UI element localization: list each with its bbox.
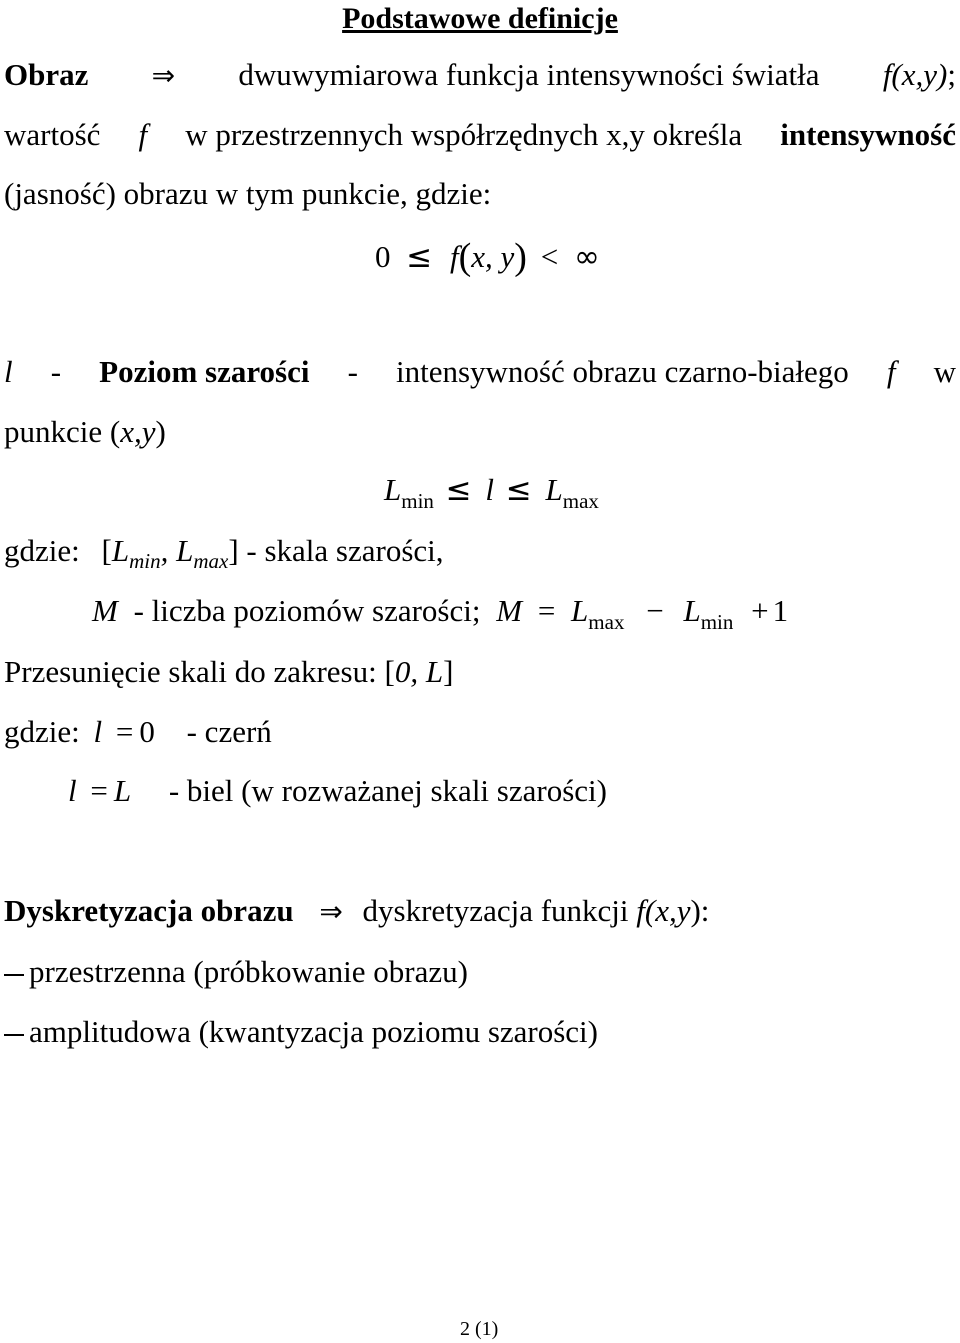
obraz-line2-a: wartość [4,117,101,152]
implies-arrow-icon: ⇒ [151,59,176,92]
skala-comma: , [160,533,169,568]
range-formula [384,472,599,513]
poziom-line2 [4,416,166,447]
czern-zero: 0 [139,714,155,749]
formula-zero: 0 [375,239,391,274]
formula-lparen: ( [458,236,472,278]
skala-sub-min: min [129,549,161,573]
czern-l: l [93,714,103,749]
przesuniecie-text: Przesunięcie skali do zakresu: [ [4,654,395,689]
formula-sub-max: max [588,610,625,634]
obraz-line2 [4,119,956,150]
poziom-w: w [933,354,956,389]
list-item-text: przestrzenna (próbkowanie obrazu) [29,954,468,989]
poziom-description: intensywność obrazu czarno-białego [396,354,849,389]
czern-prefix: gdzie: [4,714,80,749]
leq-symbol: ≤ [505,472,532,508]
przesuniecie-line [4,656,453,687]
formula-L-min: L [683,593,701,628]
dash-bullet-icon [4,974,24,976]
skala-line [4,533,444,573]
page-number: 2 (1) [460,1318,499,1340]
infinity-symbol: ∞ [573,239,600,275]
biel-L: L [113,773,132,808]
implies-arrow-icon: ⇒ [319,895,343,928]
skala-description: - skala szarości, [246,533,444,568]
poziom-var: l [4,354,13,389]
formula-args: x, y [471,239,515,274]
plus-symbol: + [751,593,769,628]
poziom-line2-xy: x,y [120,414,156,449]
biel-line [68,775,607,806]
przesuniecie-zero: 0, [394,654,419,689]
obraz-term: Obraz [4,57,89,92]
obraz-line2-b: w przestrzennych współrzędnych x,y określa [185,117,743,152]
obraz-function: f(x,y) [882,57,948,92]
dyskretyzacja-func-close: ): [690,893,710,928]
lt-symbol: < [540,239,559,274]
poziom-dash2: - [347,354,358,389]
liczba-line [92,593,789,634]
page-title [0,0,960,36]
minus-symbol: − [646,593,664,628]
skala-prefix: gdzie: [4,533,80,568]
list-item [4,1016,598,1047]
przesuniecie-close: ] [443,654,454,689]
semicolon: ; [947,57,956,92]
formula-f: f [449,239,459,274]
skala-L-min: L [111,533,130,568]
przesuniecie-L: L [425,654,444,689]
skala-L-max: L [176,533,194,568]
formula-M: M [496,593,523,628]
liczba-description: - liczba poziomów szarości; [133,593,481,628]
list-item-text: amplitudowa (kwantyzacja poziomu szarości) [29,1014,598,1049]
page-title-text: Podstawowe definicje [342,2,618,35]
liczba-M: M [92,593,118,628]
formula-L-max: L [571,593,589,628]
czern-line [4,716,272,747]
skala-close: ] [228,533,239,568]
eq-symbol: = [90,773,108,808]
formula-sub-max: max [562,489,599,513]
skala-sub-max: max [193,549,229,573]
formula-sub-min: min [700,610,734,634]
poziom-term: Poziom szarości [99,354,310,389]
poziom-line2-a: punkcie ( [4,414,121,449]
eq-symbol: = [115,714,134,749]
list-item [4,956,468,987]
dyskretyzacja-term: Dyskretyzacja obrazu [4,893,294,928]
obraz-line3: (jasność) obrazu w tym punkcie, gdzie: [4,176,492,211]
poziom-dash: - [50,354,62,389]
dyskretyzacja-line [4,895,709,926]
dash-bullet-icon [4,1034,24,1036]
eq-symbol: = [537,593,556,628]
formula-one: 1 [772,593,789,628]
biel-description: - biel (w rozważanej skali szarości) [168,773,607,808]
dyskretyzacja-description: dyskretyzacja funkcji [362,893,629,928]
dyskretyzacja-func-f: f( [636,893,656,928]
formula-sub-min: min [401,489,434,513]
formula-L-min: L [384,472,402,507]
biel-l: l [68,773,77,808]
poziom-definition [4,356,956,387]
czern-description: - czerń [186,714,272,749]
obraz-definition [4,59,956,90]
poziom-line2-b: ) [155,414,166,449]
formula-rparen: ) [514,236,527,278]
poziom-f: f [886,354,896,389]
formula-L-max: L [545,472,563,507]
leq-symbol: ≤ [406,239,433,275]
formula-l: l [485,472,495,507]
obraz-line2-f: f [138,117,148,152]
dyskretyzacja-func-args: x,y [655,893,691,928]
skala-open: [ [101,533,112,568]
obraz-line2-bold: intensywność [780,117,956,152]
leq-symbol: ≤ [445,472,472,508]
intensity-formula [375,236,600,278]
obraz-description: dwuwymiarowa funkcja intensywności światła [238,57,820,92]
